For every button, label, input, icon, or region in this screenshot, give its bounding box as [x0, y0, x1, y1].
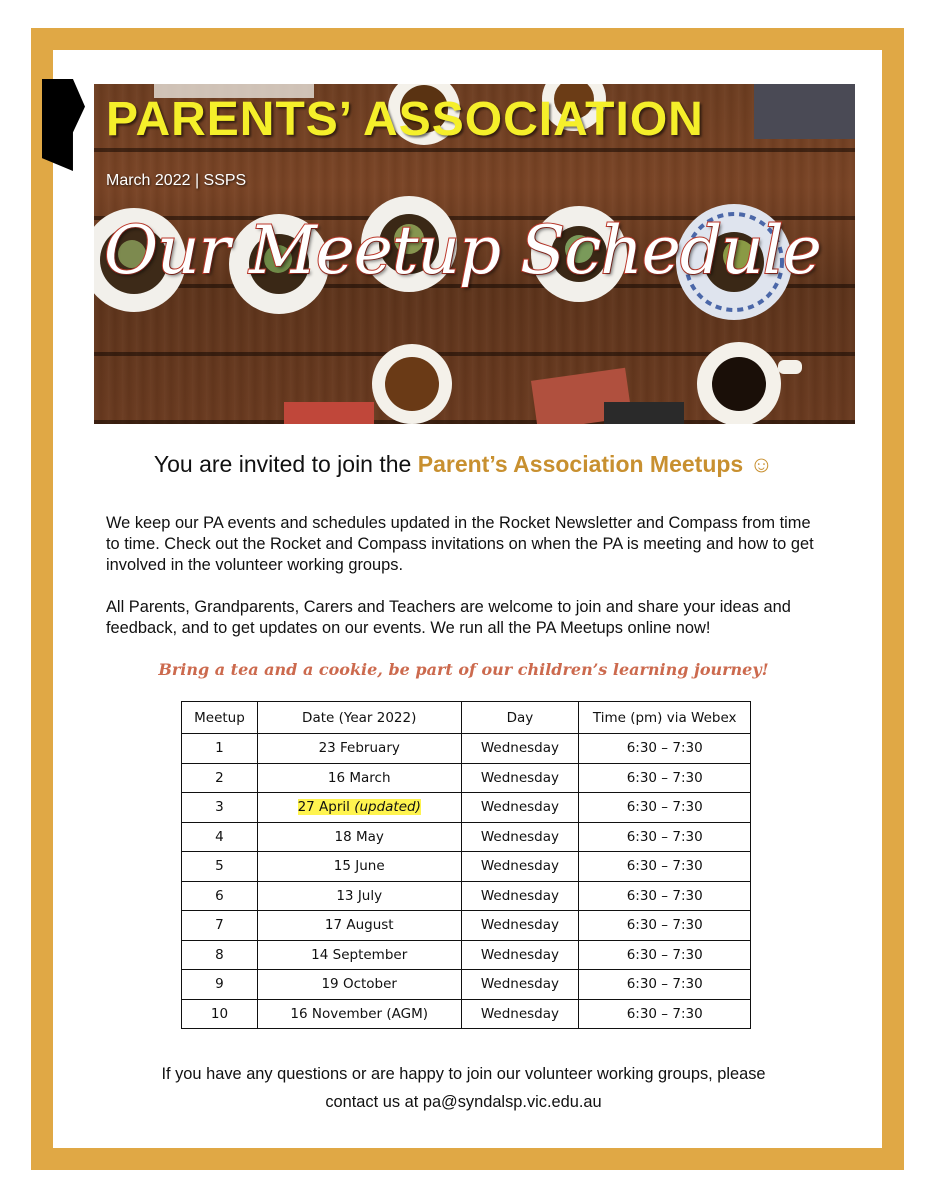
meetup-date: 16 November (AGM)	[257, 999, 461, 1029]
meetup-day: Wednesday	[461, 881, 579, 911]
meetup-number: 4	[182, 822, 258, 852]
table-row	[182, 881, 751, 911]
meetup-number: 3	[182, 793, 258, 823]
header-banner	[94, 84, 855, 424]
table-row	[182, 822, 751, 852]
contact-footer	[0, 1060, 927, 1116]
footer-line-2	[0, 1088, 927, 1116]
meetup-time: 6:30 – 7:30	[579, 940, 751, 970]
table-row	[182, 911, 751, 941]
meetup-time: 6:30 – 7:30	[579, 734, 751, 764]
meetup-day: Wednesday	[461, 822, 579, 852]
meetup-number: 10	[182, 999, 258, 1029]
meetup-day: Wednesday	[461, 970, 579, 1000]
meetup-day: Wednesday	[461, 734, 579, 764]
meetup-day: Wednesday	[461, 852, 579, 882]
meetup-number: 7	[182, 911, 258, 941]
header-time: Time (pm) via Webex	[579, 702, 751, 734]
meetup-date: 14 September	[257, 940, 461, 970]
meetup-date: 13 July	[257, 881, 461, 911]
meetup-date: 23 February	[257, 734, 461, 764]
header-day: Day	[461, 702, 579, 734]
table-row	[182, 940, 751, 970]
tagline: Bring a tea and a cookie, be part of our children’s learning journey!	[158, 660, 769, 679]
meetup-number: 1	[182, 734, 258, 764]
banner-subtitle: March 2022 | SSPS	[106, 172, 247, 189]
meetup-date: 15 June	[257, 852, 461, 882]
meetup-time: 6:30 – 7:30	[579, 852, 751, 882]
meetup-time: 6:30 – 7:30	[579, 763, 751, 793]
footer-contact-prefix: contact us at	[325, 1093, 423, 1111]
meetup-number: 2	[182, 763, 258, 793]
updated-note: (updated)	[354, 799, 421, 816]
table-row	[182, 999, 751, 1029]
meetup-date-updated	[257, 793, 461, 823]
table-row	[182, 852, 751, 882]
invite-highlight: Parent’s Association Meetups ☺	[417, 451, 774, 477]
footer-line-1: If you have any questions or are happy to join our volunteer working groups, please	[161, 1065, 766, 1083]
banner-title: PARENTS’ ASSOCIATION	[106, 93, 704, 146]
table-header-row	[182, 702, 751, 734]
meetup-number: 8	[182, 940, 258, 970]
updated-date-highlight	[298, 799, 421, 815]
table-row	[182, 970, 751, 1000]
meetup-time: 6:30 – 7:30	[579, 911, 751, 941]
meetup-date-text: 27 April	[297, 799, 355, 816]
meetup-date: 17 August	[257, 911, 461, 941]
meetup-date: 16 March	[257, 763, 461, 793]
meetup-time: 6:30 – 7:30	[579, 793, 751, 823]
meetup-date: 18 May	[257, 822, 461, 852]
meetup-day: Wednesday	[461, 911, 579, 941]
meetup-schedule-table	[181, 701, 751, 1029]
intro-paragraph: We keep our PA events and schedules updated in the Rocket Newsletter and Compass from time to time. Check out the Rocket and Compass invitations on when the PA is meeting and how to get involved in the volunteer working groups.	[106, 514, 814, 574]
header-date: Date (Year 2022)	[257, 702, 461, 734]
meetup-time: 6:30 – 7:30	[579, 999, 751, 1029]
header-meetup: Meetup	[182, 702, 258, 734]
invite-lead: You are invited to join the	[153, 451, 418, 477]
contact-email-link[interactable]: pa@syndalsp.vic.edu.au	[422, 1093, 602, 1111]
meetup-number: 9	[182, 970, 258, 1000]
meetup-day: Wednesday	[461, 763, 579, 793]
meetup-day: Wednesday	[461, 940, 579, 970]
meetup-time: 6:30 – 7:30	[579, 822, 751, 852]
meetup-time: 6:30 – 7:30	[579, 881, 751, 911]
banner-script-title: Our Meetup Schedule	[104, 212, 821, 289]
meetup-number: 6	[182, 881, 258, 911]
invite-heading	[0, 451, 927, 478]
welcome-paragraph: All Parents, Grandparents, Carers and Teachers are welcome to join and share your ideas and feedback, and to get updates on our events. We run all the PA Meetups online now!	[106, 598, 791, 637]
meetup-time: 6:30 – 7:30	[579, 970, 751, 1000]
meetup-day: Wednesday	[461, 793, 579, 823]
meetup-date: 19 October	[257, 970, 461, 1000]
meetup-number: 5	[182, 852, 258, 882]
table-row	[182, 793, 751, 823]
table-row	[182, 763, 751, 793]
meetup-day: Wednesday	[461, 999, 579, 1029]
table-row	[182, 734, 751, 764]
